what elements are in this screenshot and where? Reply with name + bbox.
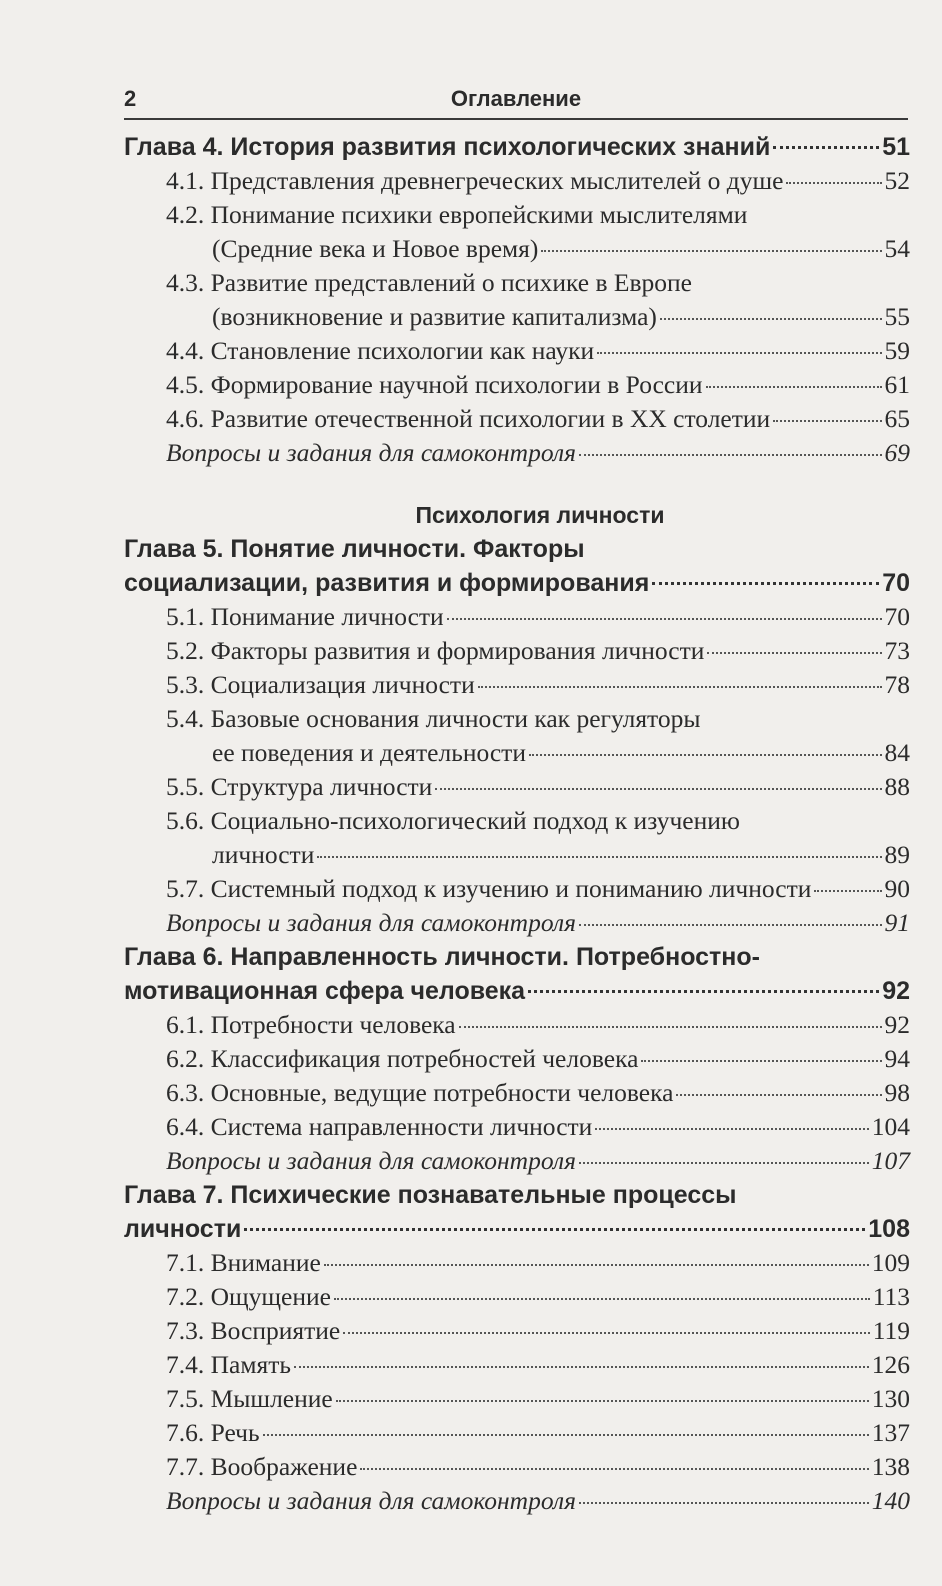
- dot-leader: [541, 250, 881, 252]
- dot-leader: [478, 686, 882, 688]
- table-of-contents: [124, 130, 910, 1518]
- entry-page: 104: [871, 1112, 910, 1141]
- entry-label: (Средние века и Новое время): [212, 234, 539, 263]
- entry-page: 113: [872, 1282, 910, 1311]
- entry-page: 119: [872, 1316, 910, 1345]
- entry-page: 92: [884, 1010, 910, 1039]
- dot-leader: [529, 754, 882, 756]
- dot-leader: [360, 1468, 868, 1470]
- toc-entry[interactable]: [124, 804, 910, 872]
- entry-label: 7.6. Речь: [166, 1418, 260, 1447]
- dot-leader: [317, 856, 881, 858]
- entry-label: (возникновение и развитие капитализма): [212, 302, 657, 331]
- entry-label: 6.3. Основные, ведущие потребности человека: [166, 1078, 674, 1107]
- entry-page: 98: [884, 1078, 910, 1107]
- chapter-7-entry[interactable]: [124, 1178, 910, 1246]
- toc-entry[interactable]: [124, 164, 910, 198]
- entry-page: 137: [871, 1418, 910, 1447]
- chapter-title-line1: Глава 6. Направленность личности. Потребностно-: [124, 943, 760, 971]
- dot-leader: [579, 924, 882, 926]
- entry-page: 94: [884, 1044, 910, 1073]
- entry-label: 5.2. Факторы развития и формирования личности: [166, 636, 705, 665]
- entry-page: 138: [871, 1452, 910, 1481]
- entry-label: личности: [212, 840, 315, 869]
- dot-leader: [579, 1502, 869, 1504]
- entry-page: 61: [884, 370, 910, 399]
- entry-page: 59: [884, 336, 910, 365]
- dot-leader: [706, 386, 882, 388]
- chapter-title: Глава 4. История развития психологических знаний: [124, 133, 771, 161]
- dot-leader: [641, 1060, 881, 1062]
- toc-entry[interactable]: [124, 402, 910, 436]
- toc-entry[interactable]: [124, 1246, 910, 1280]
- toc-entry[interactable]: [124, 1008, 910, 1042]
- entry-page: 90: [884, 874, 910, 903]
- page-number: 2: [124, 86, 137, 111]
- toc-entry[interactable]: [124, 872, 910, 906]
- entry-label: 6.4. Система направленности личности: [166, 1112, 593, 1141]
- entry-label: 6.2. Классификация потребностей человека: [166, 1044, 639, 1073]
- toc-entry[interactable]: [124, 770, 910, 804]
- toc-entry[interactable]: [124, 266, 910, 334]
- entry-page: 107: [871, 1146, 910, 1175]
- dot-leader: [773, 146, 879, 149]
- dot-leader: [343, 1332, 869, 1334]
- dot-leader: [263, 1434, 869, 1436]
- entry-page: 55: [884, 302, 910, 331]
- entry-label: 4.4. Становление психологии как науки: [166, 336, 595, 365]
- toc-entry[interactable]: [124, 368, 910, 402]
- toc-entry[interactable]: [124, 668, 910, 702]
- entry-label: 7.7. Воображение: [166, 1452, 358, 1481]
- dot-leader: [707, 652, 881, 654]
- page-header: [124, 84, 908, 120]
- dot-leader: [294, 1366, 869, 1368]
- entry-label: 7.2. Ощущение: [166, 1282, 331, 1311]
- questions-entry[interactable]: [124, 436, 910, 470]
- dot-leader: [676, 1094, 881, 1096]
- dot-leader: [652, 582, 879, 585]
- toc-entry[interactable]: [124, 198, 910, 266]
- dot-leader: [459, 1026, 882, 1028]
- dot-leader: [336, 1400, 869, 1402]
- toc-entry[interactable]: [124, 1416, 910, 1450]
- chapter-title: личности: [124, 1215, 242, 1243]
- chapter-page: 70: [882, 569, 910, 597]
- dot-leader: [447, 618, 882, 620]
- entry-label: 5.7. Системный подход к изучению и пониманию личности: [166, 874, 812, 903]
- toc-entry[interactable]: [124, 634, 910, 668]
- dot-leader: [786, 182, 881, 184]
- entry-page: 54: [884, 234, 910, 263]
- dot-leader: [435, 788, 881, 790]
- entry-label: 7.5. Мышление: [166, 1384, 333, 1413]
- entry-label: Вопросы и задания для самоконтроля: [166, 908, 576, 937]
- chapter-title-line1: Глава 5. Понятие личности. Факторы: [124, 535, 585, 563]
- toc-entry[interactable]: [124, 1348, 910, 1382]
- dot-leader: [579, 1162, 869, 1164]
- dot-leader: [579, 454, 882, 456]
- entry-page: 69: [884, 438, 910, 467]
- entry-page: 140: [871, 1486, 910, 1515]
- entry-page: 130: [871, 1384, 910, 1413]
- questions-entry[interactable]: [124, 1484, 910, 1518]
- entry-label: 4.6. Развитие отечественной психологии в XX столетии: [166, 404, 771, 433]
- chapter-4-entry[interactable]: [124, 130, 910, 164]
- toc-entry[interactable]: [124, 334, 910, 368]
- dot-leader: [595, 1128, 868, 1130]
- toc-entry[interactable]: [124, 1450, 910, 1484]
- entry-label: Вопросы и задания для самоконтроля: [166, 438, 576, 467]
- entry-label: 4.1. Представления древнегреческих мыслителей о душе: [166, 166, 784, 195]
- toc-entry[interactable]: [124, 1076, 910, 1110]
- entry-label: 6.1. Потребности человека: [166, 1010, 456, 1039]
- entry-label: 5.1. Понимание личности: [166, 602, 444, 631]
- toc-entry[interactable]: [124, 702, 910, 770]
- dot-leader: [334, 1298, 870, 1300]
- page-title: Оглавление: [450, 86, 582, 111]
- toc-entry[interactable]: [124, 1314, 910, 1348]
- dot-leader: [597, 352, 881, 354]
- entry-page: 84: [884, 738, 910, 767]
- entry-label: Вопросы и задания для самоконтроля: [166, 1486, 576, 1515]
- entry-page: 70: [884, 602, 910, 631]
- entry-label-line1: 4.2. Понимание психики европейскими мыслителями: [166, 200, 748, 229]
- chapter-page: 108: [868, 1215, 910, 1243]
- chapter-title: мотивационная сфера человека: [124, 977, 526, 1005]
- toc-entry[interactable]: [124, 1110, 910, 1144]
- entry-page: 78: [884, 670, 910, 699]
- entry-page: 109: [871, 1248, 910, 1277]
- entry-label: 4.5. Формирование научной психологии в России: [166, 370, 703, 399]
- dot-leader: [324, 1264, 869, 1266]
- entry-label: 5.5. Структура личности: [166, 772, 433, 801]
- chapter-title: социализации, развития и формирования: [124, 569, 650, 597]
- entry-label: 7.3. Восприятие: [166, 1316, 341, 1345]
- entry-label-line1: 4.3. Развитие представлений о психике в Европе: [166, 268, 692, 297]
- entry-label: ее поведения и деятельности: [212, 738, 526, 767]
- toc-entry[interactable]: [124, 600, 910, 634]
- chapter-page: 92: [882, 977, 910, 1005]
- entry-page: 52: [884, 166, 910, 195]
- entry-page: 73: [884, 636, 910, 665]
- toc-entry[interactable]: [124, 1382, 910, 1416]
- entry-label-line1: 5.4. Базовые основания личности как регуляторы: [166, 704, 701, 733]
- entry-page: 126: [871, 1350, 910, 1379]
- dot-leader: [773, 420, 881, 422]
- entry-label: 7.4. Память: [166, 1350, 291, 1379]
- entry-label: 7.1. Внимание: [166, 1248, 321, 1277]
- dot-leader: [660, 318, 882, 320]
- questions-entry[interactable]: [124, 906, 910, 940]
- toc-entry[interactable]: [124, 1280, 910, 1314]
- entry-page: 91: [884, 908, 910, 937]
- dot-leader: [528, 990, 879, 993]
- entry-label-line1: 5.6. Социально-психологический подход к изучению: [166, 806, 740, 835]
- questions-entry[interactable]: [124, 1144, 910, 1178]
- dot-leader: [814, 890, 881, 892]
- section-heading: Психология личности: [415, 502, 665, 528]
- entry-label: 5.3. Социализация личности: [166, 670, 475, 699]
- entry-page: 89: [884, 840, 910, 869]
- toc-entry[interactable]: [124, 1042, 910, 1076]
- dot-leader: [244, 1228, 865, 1231]
- chapter-5-entry[interactable]: [124, 532, 910, 600]
- chapter-title-line1: Глава 7. Психические познавательные процессы: [124, 1181, 737, 1209]
- entry-label: Вопросы и задания для самоконтроля: [166, 1146, 576, 1175]
- chapter-6-entry[interactable]: [124, 940, 910, 1008]
- entry-page: 65: [884, 404, 910, 433]
- chapter-page: 51: [882, 133, 910, 161]
- entry-page: 88: [884, 772, 910, 801]
